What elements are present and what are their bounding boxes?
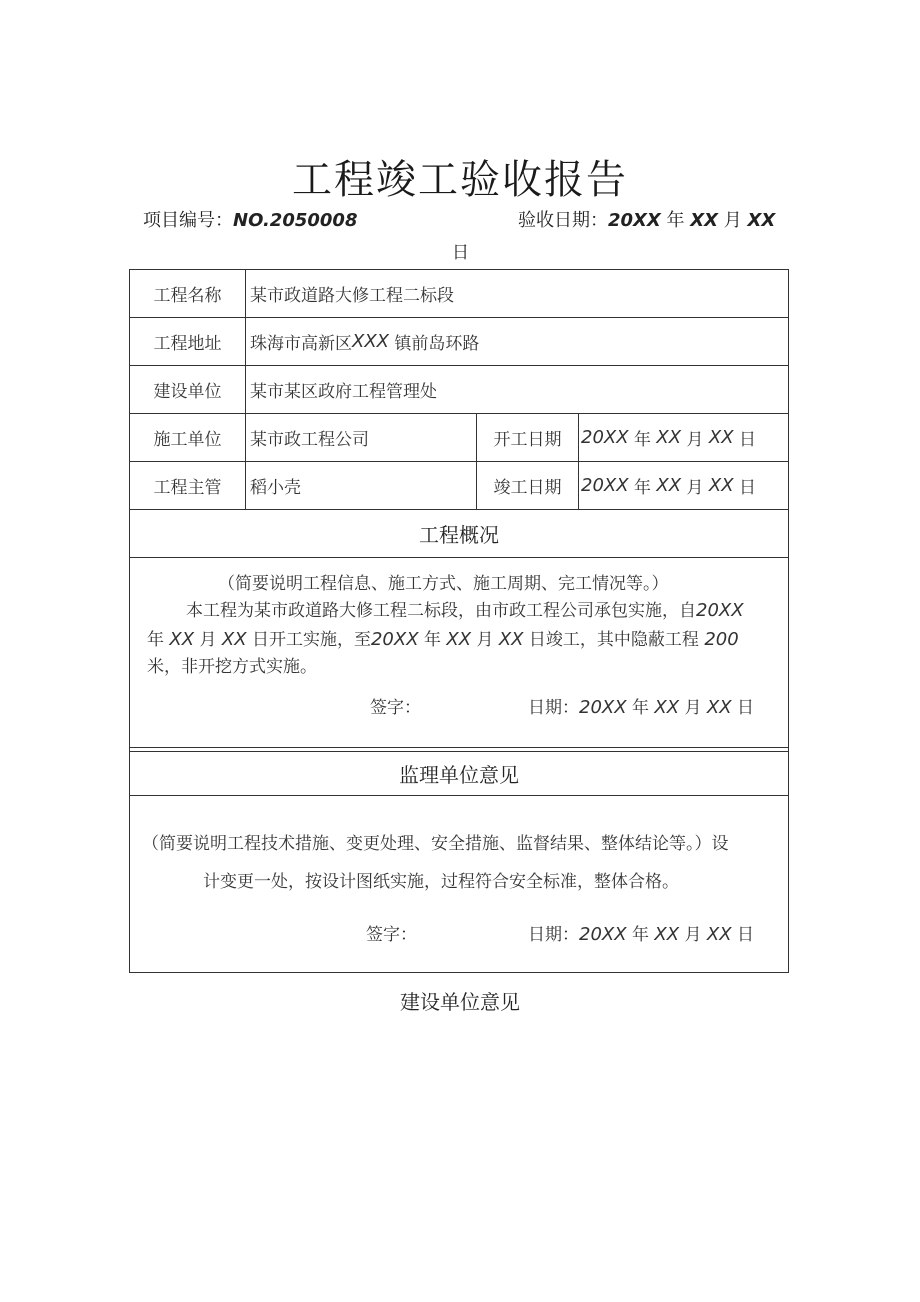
acceptance-date-year: 20XX <box>608 210 661 231</box>
overview-section <box>130 558 788 748</box>
start-date-label: 开工日期 <box>477 414 579 461</box>
date-part: XX <box>706 697 732 718</box>
project-address-label: 工程地址 <box>130 318 246 365</box>
overview-text: XX <box>498 629 524 650</box>
table-row <box>130 270 788 318</box>
project-name-label: 工程名称 <box>130 270 246 317</box>
date-part: 年 <box>633 478 651 498</box>
date-part: 月 <box>684 698 702 718</box>
overview-text: 年 <box>147 630 164 650</box>
acceptance-date-month-unit: 月 <box>723 210 742 231</box>
overview-text: XX <box>169 629 195 650</box>
builder-unit-value: 某市某区政府工程管理处 <box>250 382 437 402</box>
builder-unit-label: 建设单位 <box>130 366 246 413</box>
address-part: 镇前岛环路 <box>394 334 480 354</box>
date-part: 20XX <box>581 475 629 496</box>
supervision-section <box>130 796 788 972</box>
completion-date-value <box>579 462 788 509</box>
table-row <box>130 462 788 510</box>
table-row <box>130 366 788 414</box>
acceptance-date <box>518 206 775 232</box>
report-table <box>129 269 789 973</box>
date-part: XX <box>708 427 734 448</box>
date-part: 日 <box>736 698 754 718</box>
overview-text: 月 <box>476 630 494 650</box>
date-part: XX <box>656 475 682 496</box>
date-part: XX <box>656 427 682 448</box>
overview-line-3: 米，非开挖方式实施。 <box>147 657 317 677</box>
acceptance-date-label: 验收日期： <box>518 210 608 231</box>
acceptance-date-month: XX <box>690 210 719 231</box>
date-part: 月 <box>686 430 704 450</box>
overview-text: 日开工实施，至 <box>251 630 371 650</box>
overview-text: 20XX <box>696 600 744 621</box>
table-row <box>130 414 788 462</box>
date-part: 年 <box>631 925 649 945</box>
contractor-label: 施工单位 <box>130 414 246 461</box>
acceptance-date-day: XX <box>747 210 776 231</box>
date-part: 日 <box>738 478 756 498</box>
page-title: 工程竣工验收报告 <box>292 157 628 203</box>
date-part: 日 <box>738 430 756 450</box>
date-part: XX <box>654 697 680 718</box>
table-row <box>130 318 788 366</box>
overview-text: XX <box>446 629 472 650</box>
overview-text: 20XX <box>370 629 419 650</box>
overview-text: 本工程为某市政道路大修工程二标段，由市政工程公司承包实施，自 <box>186 601 696 621</box>
supervisor-label: 工程主管 <box>130 462 246 509</box>
overview-line-1 <box>186 596 744 626</box>
date-part: 日 <box>736 925 754 945</box>
project-number-value: NO.2050008 <box>233 210 358 231</box>
overview-hint: （简要说明工程信息、施工方式、施工周期、完工情况等。） <box>218 574 669 594</box>
supervisor-value: 稻小壳 <box>246 462 477 509</box>
overview-text: 月 <box>199 630 217 650</box>
completion-date-label: 竣工日期 <box>477 462 579 509</box>
project-number-label: 项目编号： <box>143 210 233 231</box>
date-part: XX <box>708 475 734 496</box>
acceptance-date-day-unit: 日 <box>452 243 469 263</box>
project-number <box>143 206 357 232</box>
contractor-value: 某市政工程公司 <box>246 414 477 461</box>
overview-heading: 工程概况 <box>130 510 788 558</box>
start-date-value <box>579 414 788 461</box>
date-part: XX <box>654 924 680 945</box>
date-part: 年 <box>631 698 649 718</box>
overview-sign-label: 签字： <box>370 698 421 718</box>
date-part: 20XX <box>581 427 629 448</box>
address-part: 珠海市高新区 <box>250 334 352 354</box>
overview-date <box>528 693 754 718</box>
supervision-sign-label: 签字： <box>366 925 417 945</box>
supervision-line-2: 计变更一处，按设计图纸实施，过程符合安全标准，整体合格。 <box>203 872 679 892</box>
date-part: XX <box>706 924 732 945</box>
address-part: XXX <box>352 331 389 352</box>
project-name-value: 某市政道路大修工程二标段 <box>250 286 454 306</box>
supervision-date <box>528 920 754 945</box>
supervision-date-label: 日期： <box>528 925 579 945</box>
acceptance-date-year-unit: 年 <box>666 210 685 231</box>
date-part: 年 <box>633 430 651 450</box>
date-part: 20XX <box>579 697 627 718</box>
overview-text: 200 <box>704 629 739 650</box>
overview-text: XX <box>221 629 247 650</box>
supervision-line-1: （简要说明工程技术措施、变更处理、安全措施、监督结果、整体结论等。）设 <box>142 834 729 854</box>
construction-opinion-heading: 建设单位意见 <box>400 990 520 1014</box>
date-part: 20XX <box>579 924 627 945</box>
date-part: 月 <box>684 925 702 945</box>
overview-line-2 <box>147 625 739 655</box>
overview-text: 年 <box>423 630 441 650</box>
date-part: 月 <box>686 478 704 498</box>
overview-date-label: 日期： <box>528 698 579 718</box>
supervision-heading: 监理单位意见 <box>130 752 788 796</box>
project-address-value <box>246 318 788 365</box>
overview-text: 日竣工，其中隐蔽工程 <box>528 630 699 650</box>
